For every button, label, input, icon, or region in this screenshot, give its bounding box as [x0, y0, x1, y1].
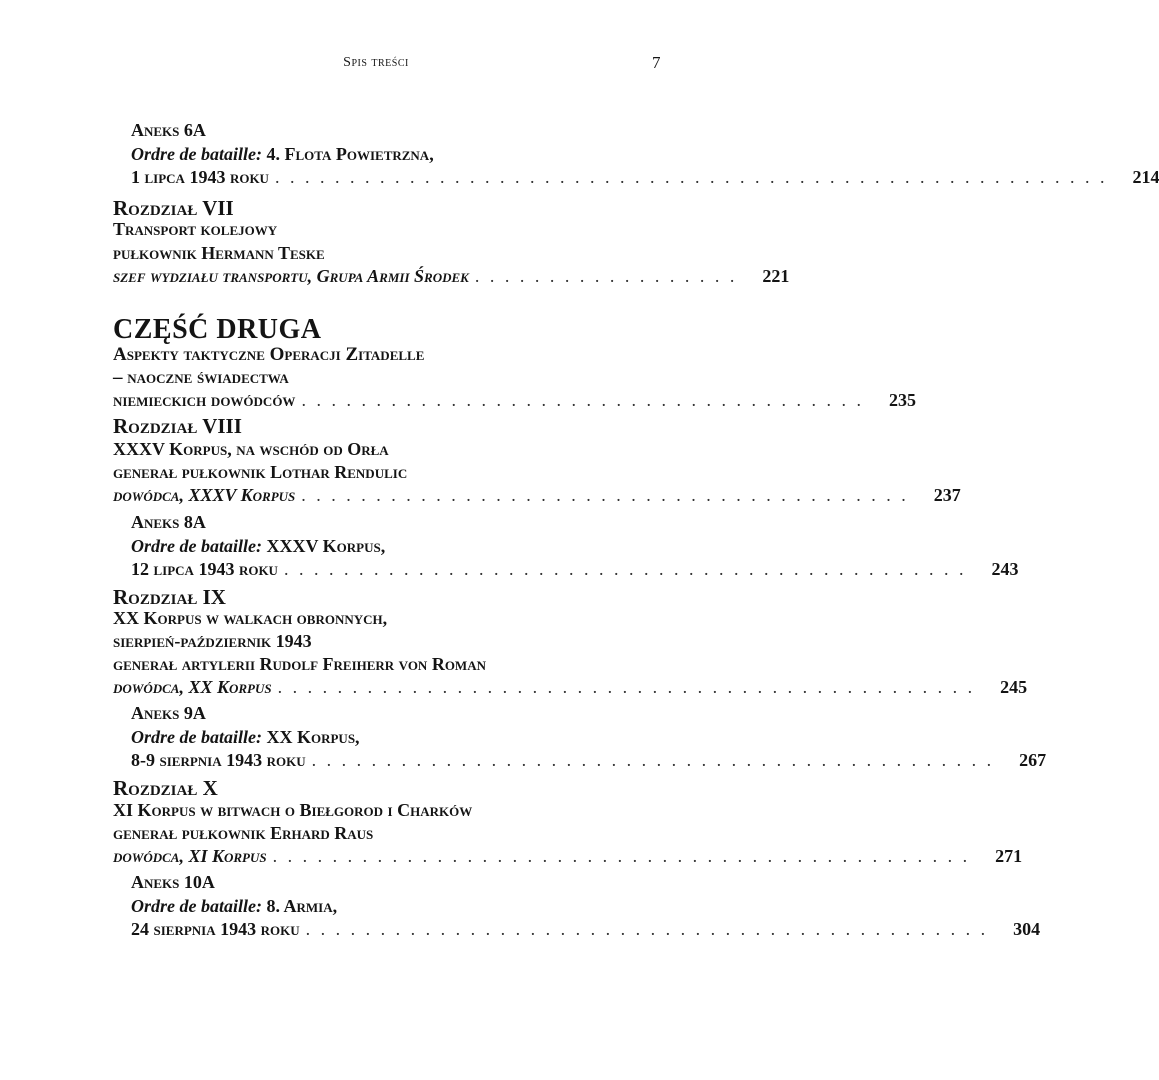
chapter-author-role: szef wydziału transportu, Grupa Armii Środek [113, 266, 469, 286]
part-subtitle: niemieckich dowódców [113, 390, 296, 411]
leader-dots: . . . . . . . . . . . . . . . . . . . . . . . . . . . . . . . . . . . . . . . . . . . . . . [283, 559, 967, 579]
toc-entry-title: Aneks 9A [131, 703, 206, 723]
leader-dots: . . . . . . . . . . . . . . . . . . . . . . . . . . . . . . . . . . . . . . . . . . . . . . . . . . . . . . . . [274, 167, 1108, 187]
running-head [0, 52, 752, 76]
toc-entry-date: 12 lipca 1943 roku [131, 559, 278, 579]
toc-entry-date: 8-9 sierpnia 1943 roku [131, 750, 306, 770]
chapter-author: generał artylerii Rudolf Freiherr von Roman [113, 654, 486, 674]
chapter-author: generał pułkownik Lothar Rendulic [113, 462, 408, 482]
ordre-label: Ordre de bataille: [131, 727, 262, 747]
ordre-label: Ordre de bataille: [131, 536, 262, 556]
toc-rozdzial-7-entry[interactable] [0, 266, 865, 296]
chapter-author-role: dowódca, XI Korpus [113, 846, 267, 866]
toc-entry-date: 24 sierpnia 1943 roku [131, 919, 300, 939]
toc-page-number: 235 [888, 390, 916, 410]
part-subtitle: – naoczne świadectwa [113, 367, 289, 388]
toc-aneks-10a-entry[interactable] [0, 919, 1041, 949]
part-subtitle: Aspekty taktyczne Operacji Zitadelle [113, 344, 425, 365]
chapter-title: Rozdział VIII [113, 414, 242, 438]
ordre-unit: XXXV Korpus, [261, 536, 386, 556]
toc-entry-title: Aneks 8A [131, 512, 206, 532]
chapter-title: Rozdział VII [113, 196, 234, 220]
leader-dots: . . . . . . . . . . . . . . . . . . . . . . . . . . . . . . . . . . . . . . . . . . . . . . [305, 919, 989, 939]
page-number: 7 [652, 53, 661, 72]
running-head-title: Spis treści [343, 55, 409, 70]
part-title: CZĘŚĆ DRUGA [113, 314, 322, 345]
toc-page-number: 304 [1013, 919, 1041, 939]
toc-entry-date: 1 lipca 1943 roku [131, 167, 269, 187]
toc-aneks-6a-entry[interactable] [0, 167, 1159, 197]
toc-page-number: 267 [1019, 750, 1047, 770]
toc-rozdzial-8-entry[interactable] [0, 485, 961, 515]
toc-entry-title: Aneks 6A [131, 120, 206, 140]
toc-page-number: 214 [1132, 167, 1159, 187]
chapter-title: Rozdział IX [113, 585, 226, 609]
leader-dots: . . . . . . . . . . . . . . . . . . . . . . . . . . . . . . . . . . . . . . . . . . . . . . . [277, 677, 976, 697]
toc-entry-title: Aneks 10A [131, 872, 215, 892]
chapter-author-role: dowódca, XX Korpus [113, 677, 272, 697]
toc-page-number: 243 [991, 559, 1019, 579]
leader-dots: . . . . . . . . . . . . . . . . . . [474, 266, 738, 286]
chapter-author-role: dowódca, XXXV Korpus [113, 485, 296, 505]
toc-page-number: 271 [995, 846, 1023, 866]
ordre-label: Ordre de bataille: [131, 144, 262, 164]
chapter-subtitle: Transport kolejowy [113, 219, 278, 239]
chapter-subtitle: sierpień-październik 1943 [113, 631, 312, 651]
chapter-author: pułkownik Hermann Teske [113, 243, 325, 263]
leader-dots: . . . . . . . . . . . . . . . . . . . . . . . . . . . . . . . . . . . . . . . . . [301, 485, 909, 505]
ordre-unit: 8. Armia, [261, 896, 338, 916]
chapter-subtitle: XX Korpus w walkach obronnych, [113, 608, 388, 628]
leader-dots: . . . . . . . . . . . . . . . . . . . . . . . . . . . . . . . . . . . . . . [301, 390, 864, 410]
ordre-unit: 4. Flota Powietrzna, [261, 144, 434, 164]
chapter-author: generał pułkownik Erhard Raus [113, 823, 374, 843]
chapter-subtitle: XI Korpus w bitwach o Biełgorod i Charków [113, 800, 473, 820]
chapter-subtitle: XXXV Korpus, na wschód od Orła [113, 439, 389, 459]
toc-page-number: 245 [1000, 677, 1028, 697]
leader-dots: . . . . . . . . . . . . . . . . . . . . . . . . . . . . . . . . . . . . . . . . . . . . . . . [272, 846, 971, 866]
toc-page-number: 237 [933, 485, 961, 505]
ordre-label: Ordre de bataille: [131, 896, 262, 916]
chapter-title: Rozdział X [113, 776, 218, 800]
toc-page-number: 221 [762, 266, 790, 286]
ordre-unit: XX Korpus, [261, 727, 360, 747]
leader-dots: . . . . . . . . . . . . . . . . . . . . . . . . . . . . . . . . . . . . . . . . . . . . . . [311, 750, 995, 770]
